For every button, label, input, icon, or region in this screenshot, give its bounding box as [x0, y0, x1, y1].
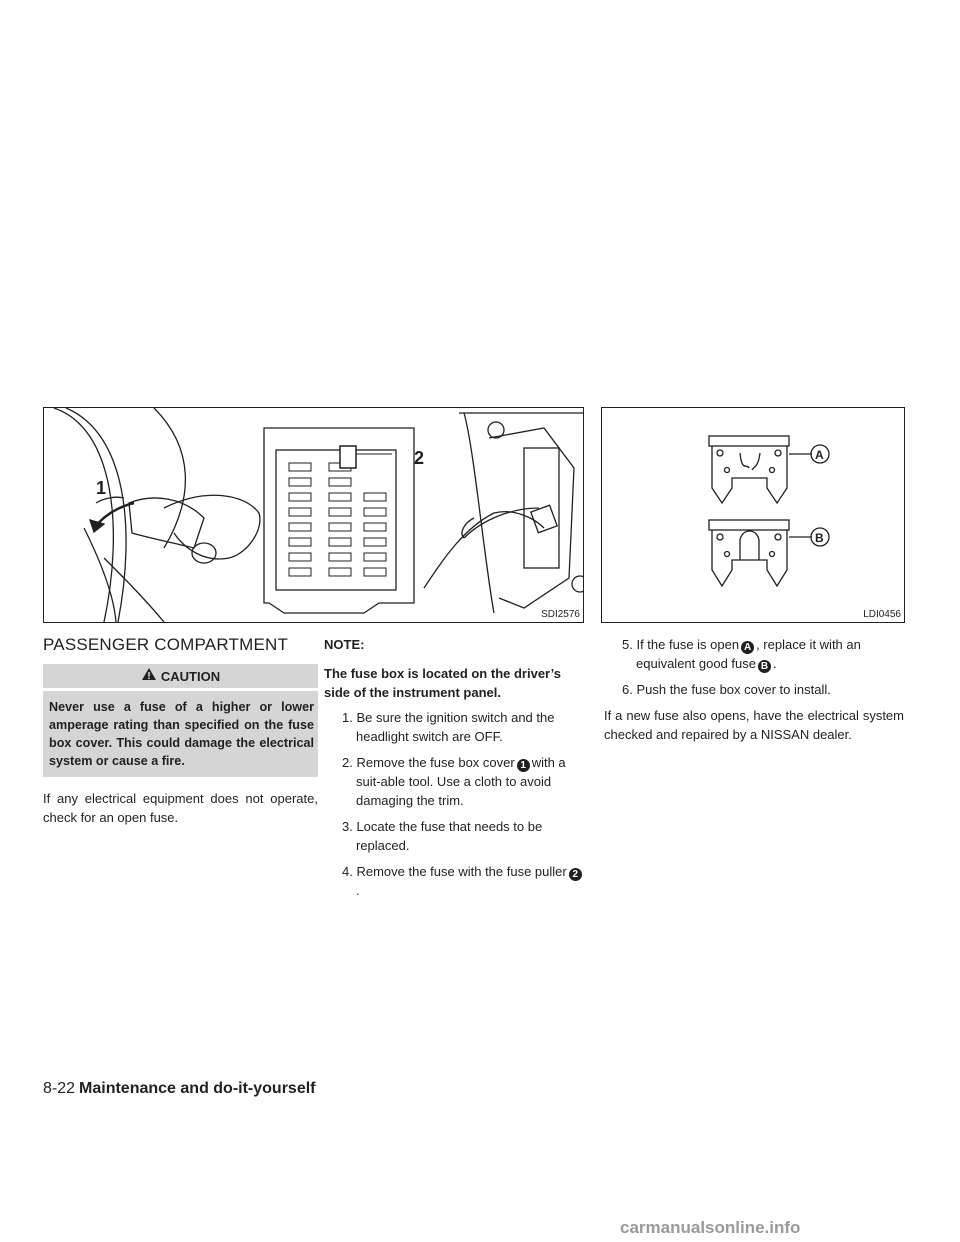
caution-text: Never use a fuse of a higher or lower amperage rating than specified on the fuse box cover. This could damage the electrical system or cause a fire. [43, 691, 318, 777]
step-5-text-c: . [772, 656, 777, 671]
figure-code-right: LDI0456 [863, 609, 901, 620]
intro-paragraph: If any electrical equipment does not operate, check for an open fuse. [43, 791, 318, 825]
column-left [43, 635, 318, 835]
step-2-text-a: 2. Remove the fuse box cover [342, 755, 515, 770]
watermark[interactable]: carmanualsonline.info [620, 1218, 801, 1237]
callout-2: 2 [414, 448, 425, 468]
fuse-illustration [602, 408, 904, 622]
steps-list [324, 708, 584, 900]
figure-fuse-box-removal [43, 407, 584, 623]
callout-b: B [815, 531, 824, 545]
step-4-text-a: 4. Remove the fuse with the fuse puller [342, 864, 567, 879]
callout-2-icon: 2 [569, 868, 582, 881]
step-1: 1. Be sure the ignition switch and the headlight switch are OFF. [342, 710, 555, 744]
steps-list-continued [604, 635, 904, 699]
callout-a: A [815, 448, 824, 462]
page-number: 8-22 [43, 1080, 76, 1097]
callout-a-icon: A [741, 641, 754, 654]
step-2-text-b: with a suit-able tool. Use a cloth to avoid damaging the trim. [356, 755, 566, 808]
caution-title: CAUTION [160, 668, 221, 684]
step-5 [604, 635, 904, 673]
note-text: The fuse box is located on the driver’s side of the instrument panel. [324, 666, 561, 700]
figure-fuse-states [601, 407, 905, 623]
step-3: 3. Locate the fuse that needs to be replaced. [342, 819, 543, 853]
section-heading: PASSENGER COMPARTMENT [43, 635, 289, 654]
callout-1-icon: 1 [517, 759, 530, 772]
column-middle [324, 635, 584, 907]
step-4 [324, 862, 584, 900]
section-title: Maintenance and do-it-yourself [79, 1080, 316, 1097]
closing-paragraph: If a new fuse also opens, have the electrical system checked and repaired by a NISSAN dealer. [604, 708, 904, 742]
caution-header [43, 664, 318, 688]
step-4-text-b: . [356, 883, 360, 898]
step-6: 6. Push the fuse box cover to install. [622, 682, 831, 697]
callout-1: 1 [96, 478, 107, 498]
step-5-text-a: 5. If the fuse is open [622, 637, 740, 652]
note-label: NOTE: [324, 637, 365, 652]
figure-code-left: SDI2576 [541, 609, 580, 620]
warning-icon [141, 667, 157, 686]
page-footer [43, 1080, 316, 1098]
column-right [604, 635, 904, 752]
step-5-text-b: , replace it with an equivalent good fuse [636, 637, 861, 671]
step-2 [324, 753, 584, 810]
callout-b-icon: B [758, 660, 771, 673]
fuse-box-illustration [44, 408, 583, 622]
